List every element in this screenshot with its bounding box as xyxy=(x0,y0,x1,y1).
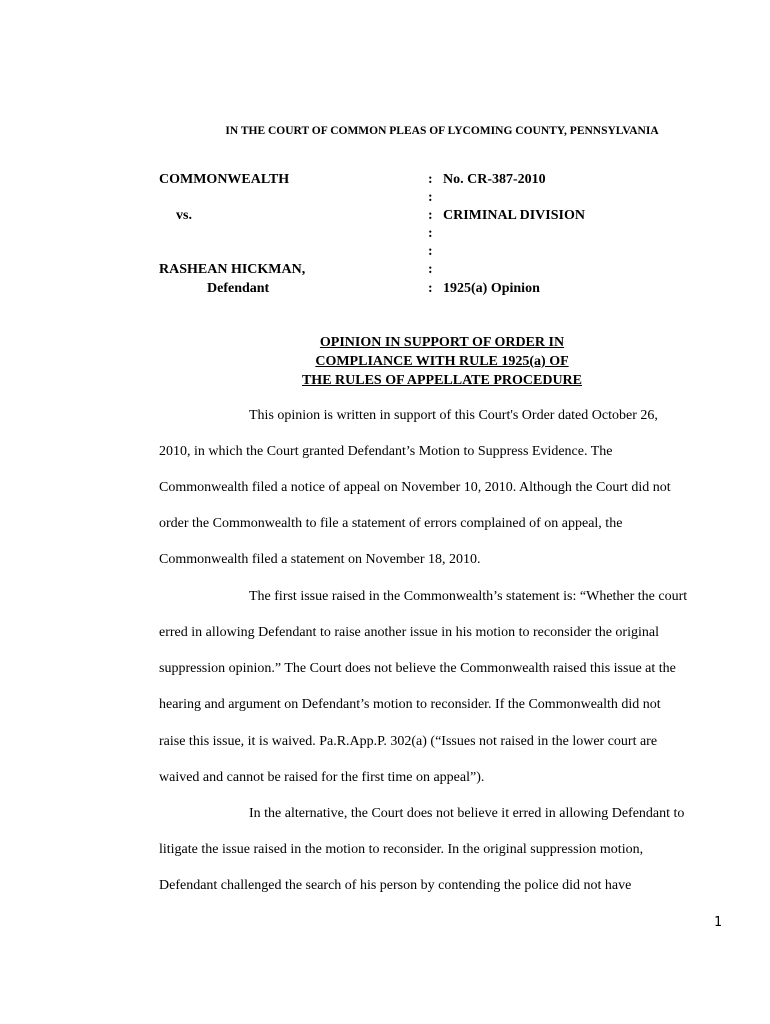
opinion-title-line: COMPLIANCE WITH RULE 1925(a) OF xyxy=(315,354,569,369)
body-text-line: In the alternative, the Court does not believe it erred in allowing Defendant to xyxy=(249,806,685,821)
opinion-title xyxy=(0,333,770,390)
page-number: 1 xyxy=(714,915,722,930)
body-text-line: hearing and argument on Defendant’s motion to reconsider. If the Commonwealth did not xyxy=(159,697,661,712)
body-text-line: 2010, in which the Court granted Defendant’s Motion to Suppress Evidence. The xyxy=(159,444,613,459)
plaintiff-name: COMMONWEALTH xyxy=(159,172,290,187)
body-text-line: Commonwealth filed a statement on November 18, 2010. xyxy=(159,552,481,567)
body-text-line: Commonwealth filed a notice of appeal on November 10, 2010. Although the Court did not xyxy=(159,480,671,495)
opinion-type: 1925(a) Opinion xyxy=(443,281,540,296)
body-text-line: raise this issue, it is waived. Pa.R.App.P. 302(a) (“Issues not raised in the lower court are xyxy=(159,734,658,749)
defendant-name: RASHEAN HICKMAN, xyxy=(159,262,306,277)
case-number: No. CR-387-2010 xyxy=(443,172,546,187)
opinion-title-line: OPINION IN SUPPORT OF ORDER IN xyxy=(319,335,565,350)
defendant-role: Defendant xyxy=(207,281,270,296)
body-text-line: The first issue raised in the Commonwealth’s statement is: “Whether the court xyxy=(249,589,688,604)
body-text-line: This opinion is written in support of this Court's Order dated October 26, xyxy=(249,408,658,423)
court-header: IN THE COURT OF COMMON PLEAS OF LYCOMING COUNTY, PENNSYLVANIA xyxy=(225,125,659,137)
body-text-line: litigate the issue raised in the motion to reconsider. In the original suppression motion, xyxy=(159,842,644,857)
caption-colon: : xyxy=(428,281,433,296)
division-label: CRIMINAL DIVISION xyxy=(443,208,585,223)
caption-colon: : xyxy=(428,262,433,277)
caption-colon: : xyxy=(428,226,433,241)
caption-colon: : xyxy=(428,208,433,223)
opinion-title-line: THE RULES OF APPELLATE PROCEDURE xyxy=(301,373,583,388)
body-text-line: Defendant challenged the search of his person by contending the police did not have xyxy=(159,878,632,893)
caption-colon: : xyxy=(428,172,433,187)
body-text-line: order the Commonwealth to file a statement of errors complained of on appeal, the xyxy=(159,516,623,531)
caption-colon: : xyxy=(428,244,433,259)
caption-colon: : xyxy=(428,190,433,205)
body-text-line: erred in allowing Defendant to raise another issue in his motion to reconsider the original xyxy=(159,625,659,640)
body-text-line: suppression opinion.” The Court does not believe the Commonwealth raised this issue at the xyxy=(159,661,676,676)
body-text-line: waived and cannot be raised for the first time on appeal”). xyxy=(159,770,485,785)
versus-label: vs. xyxy=(176,208,192,223)
